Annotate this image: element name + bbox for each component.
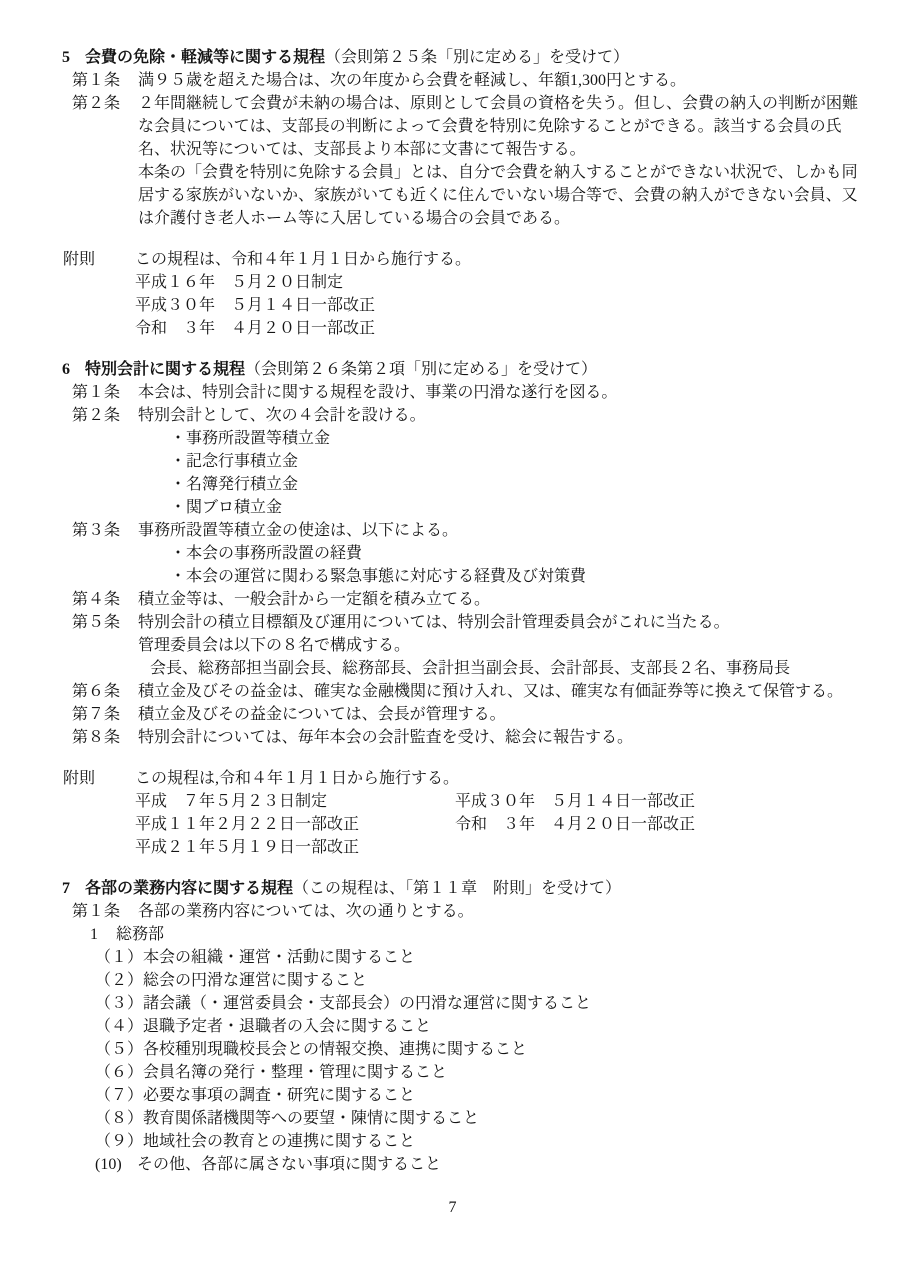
duty-item xyxy=(0,1061,870,1084)
article-row xyxy=(72,92,870,230)
article-text xyxy=(138,900,870,923)
duty-item-number: （１） xyxy=(95,949,144,966)
article-text xyxy=(138,703,870,726)
article-paragraph: 特別会計として、次の４会計を設ける。 xyxy=(138,407,426,424)
bullet-item: ・本会の運営に関わる緊急事態に対応する経費及び対策費 xyxy=(170,568,587,585)
subsection-name: 総務部 xyxy=(116,926,165,943)
duty-item-text: 本会の組織・運営・活動に関すること xyxy=(143,949,416,966)
article-text xyxy=(138,92,870,230)
section-title-note: （この規程は、「第１１章 附則」を受けて） xyxy=(293,880,622,897)
bullet-item: ・名簿発行積立金 xyxy=(170,476,299,493)
duty-item xyxy=(0,1084,870,1107)
history-row xyxy=(135,836,870,859)
article-text xyxy=(138,404,870,519)
history-row xyxy=(135,790,870,813)
article-row xyxy=(72,404,870,519)
bullet-item: ・本会の事務所設置の経費 xyxy=(170,545,363,562)
article-paragraph: 満９５歳を超えた場合は、次の年度から会費を軽減し、年額1,300円とする。 xyxy=(138,72,687,89)
duty-item-text: その他、各部に属さない事項に関すること xyxy=(137,1156,442,1173)
history-right: 令和 ３年 ４月２０日一部改正 xyxy=(455,816,696,833)
article-row xyxy=(72,900,870,923)
article-label: 第２条 xyxy=(72,407,121,424)
article-paragraph: 各部の業務内容については、次の通りとする。 xyxy=(138,903,474,920)
appendix-label: 附則 xyxy=(63,770,96,787)
history-row xyxy=(135,813,870,836)
article-text xyxy=(138,588,870,611)
article-row xyxy=(72,69,870,92)
duty-item xyxy=(0,1107,870,1130)
duty-item xyxy=(0,992,870,1015)
duty-item-text: 会員名簿の発行・整理・管理に関すること xyxy=(143,1064,448,1081)
appendix-body xyxy=(135,767,870,859)
article-paragraph: 積立金等は、一般会計から一定額を積み立てる。 xyxy=(138,591,491,608)
section-header xyxy=(0,877,870,900)
article-paragraph: 特別会計については、毎年本会の会計監査を受け、総会に報告する。 xyxy=(138,729,634,746)
duty-item xyxy=(0,946,870,969)
history-line: 平成３０年 ５月１４日一部改正 xyxy=(135,297,376,314)
article-label: 第３条 xyxy=(72,522,121,539)
article-label: 第１条 xyxy=(72,903,121,920)
duty-item-text: 退職予定者・退職者の入会に関すること xyxy=(143,1018,432,1035)
article-subline: 管理委員会は以下の８名で構成する。 xyxy=(138,637,411,654)
duty-item xyxy=(0,1153,870,1176)
section-header xyxy=(0,358,870,381)
section-title: 各部の業務内容に関する規程 xyxy=(85,880,294,897)
duty-item-number: （９） xyxy=(95,1133,144,1150)
article-paragraph: 特別会計の積立目標額及び運用については、特別会計管理委員会がこれに当たる。 xyxy=(138,614,730,631)
appendix-text: この規程は,令和４年１月１日から施行する。 xyxy=(135,770,460,787)
article-label: 第２条 xyxy=(72,95,121,112)
article-paragraph: 本条の「会費を特別に免除する会員」とは、自分で会費を納入することができない状況で、しかも同居する家族がいないか、家族がいても近くに住んでいない場合等で、会費の納入ができない会員、又は介護付き老人ホーム等に入居している場合の会員である。 xyxy=(138,164,858,227)
article-row xyxy=(72,680,870,703)
duty-item-text: 総会の円滑な運営に関すること xyxy=(143,972,368,989)
article-label: 第７条 xyxy=(72,706,121,723)
duty-item xyxy=(0,1038,870,1061)
appendix-label: 附則 xyxy=(63,251,96,268)
section-header xyxy=(0,46,870,69)
section-department-duties-rules xyxy=(0,877,870,1176)
duty-item xyxy=(0,1015,870,1038)
article-text xyxy=(138,69,870,92)
section-title: 特別会計に関する規程 xyxy=(85,361,246,378)
committee-members-line: 会長、総務部担当副会長、総務部長、会計担当副会長、会計部長、支部長２名、事務局長 xyxy=(150,660,791,677)
duty-item-number: （５） xyxy=(95,1041,144,1058)
duty-item xyxy=(0,969,870,992)
duty-item-number: （３） xyxy=(95,995,144,1012)
duty-item-number: （６） xyxy=(95,1064,144,1081)
duty-item-text: 地域社会の教育との連携に関すること xyxy=(143,1133,416,1150)
duty-item-text: 各校種別現職校長会との情報交換、連携に関すること xyxy=(143,1041,528,1058)
article-label: 第４条 xyxy=(72,591,121,608)
section-special-account-rules xyxy=(0,358,870,859)
section-number: 6 xyxy=(62,361,70,378)
section-title: 会費の免除・軽減等に関する規程 xyxy=(85,49,326,66)
article-label: 第６条 xyxy=(72,683,121,700)
duty-item-number: （４） xyxy=(95,1018,144,1035)
history-right: 平成３０年 ５月１４日一部改正 xyxy=(455,793,696,810)
history-left: 平成 ７年５月２３日制定 xyxy=(135,793,328,810)
page-number: 7 xyxy=(448,1199,457,1216)
subsection-heading xyxy=(0,923,870,946)
article-row xyxy=(72,381,870,404)
article-label: 第８条 xyxy=(72,729,121,746)
section-title-note: （会則第２５条「別に定める」を受けて） xyxy=(325,49,630,66)
article-paragraph: 本会は、特別会計に関する規程を設け、事業の円滑な遂行を図る。 xyxy=(138,384,618,401)
article-label: 第５条 xyxy=(72,614,121,631)
article-paragraph: 積立金及びその益金については、会長が管理する。 xyxy=(138,706,506,723)
history-right xyxy=(455,836,870,859)
article-row xyxy=(72,611,870,680)
section-number: 5 xyxy=(62,49,70,66)
duty-item xyxy=(0,1130,870,1153)
appendix-body xyxy=(135,248,870,340)
article-label: 第１条 xyxy=(72,72,121,89)
article-text xyxy=(138,519,870,588)
article-row xyxy=(72,588,870,611)
article-paragraph: 積立金及びその益金は、確実な金融機関に預け入れ、又は、確実な有価証券等に換えて保管する。 xyxy=(138,683,843,700)
article-text xyxy=(138,680,870,703)
bullet-item: ・関ブロ積立金 xyxy=(170,499,283,516)
article-row xyxy=(72,726,870,749)
history-line: 令和 ３年 ４月２０日一部改正 xyxy=(135,320,376,337)
article-paragraph: ２年間継続して会費が未納の場合は、原則として会員の資格を失う。但し、会費の納入の判断が困難な会員については、支部長の判断によって会費を特別に免除することができる。該当する会員の氏名、状況等については、支部長より本部に文書にて報告する。 xyxy=(138,95,859,158)
history-left: 平成１１年２月２２日一部改正 xyxy=(135,816,360,833)
history-left: 平成２１年５月１９日一部改正 xyxy=(135,839,360,856)
duty-item-number: （７） xyxy=(95,1087,144,1104)
article-text xyxy=(138,611,870,680)
article-text xyxy=(138,726,870,749)
article-text xyxy=(138,381,870,404)
bullet-item: ・事務所設置等積立金 xyxy=(170,430,331,447)
article-label: 第１条 xyxy=(72,384,121,401)
duty-item-number: （２） xyxy=(95,972,144,989)
appendix-text: この規程は、令和４年１月１日から施行する。 xyxy=(135,251,472,268)
section-fee-exemption-rules xyxy=(0,46,870,340)
appendix-block xyxy=(63,767,870,859)
duty-item-text: 教育関係諸機関等への要望・陳情に関すること xyxy=(143,1110,480,1127)
duty-item-text: 必要な事項の調査・研究に関すること xyxy=(143,1087,416,1104)
history-line: 平成１６年 ５月２０日制定 xyxy=(135,274,344,291)
duty-item-text: 諸会議（・運営委員会・支部長会）の円滑な運営に関すること xyxy=(143,995,592,1012)
duty-item-number: (10) xyxy=(95,1156,122,1173)
article-row xyxy=(72,703,870,726)
section-title-note: （会則第２６条第２項「別に定める」を受けて） xyxy=(245,361,598,378)
article-row xyxy=(72,519,870,588)
duty-item-number: （８） xyxy=(95,1110,144,1127)
article-paragraph: 事務所設置等積立金の使途は、以下による。 xyxy=(138,522,459,539)
section-number: 7 xyxy=(62,880,70,897)
bullet-item: ・記念行事積立金 xyxy=(170,453,299,470)
subsection-number: 1 xyxy=(90,926,98,943)
appendix-block xyxy=(63,248,870,340)
